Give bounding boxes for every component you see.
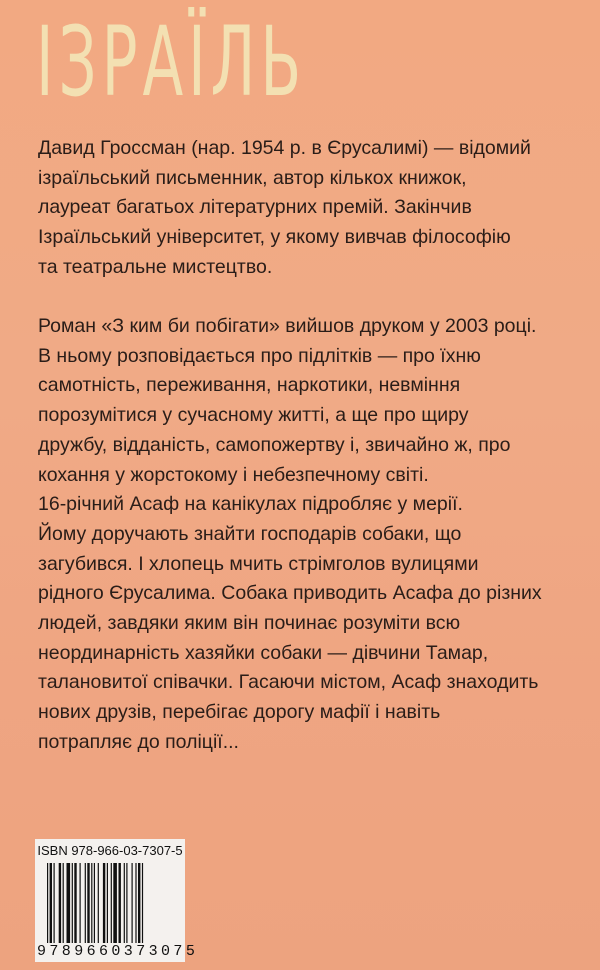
isbn-barcode <box>35 839 199 962</box>
text-line: рідного Єрусалима. Собака приводить Асафа до різних <box>38 582 542 605</box>
barcode-bar <box>119 863 121 943</box>
barcode-bar <box>103 863 105 943</box>
barcode-bar <box>94 863 95 943</box>
barcode-bar <box>126 863 127 943</box>
text-line: самотність, переживання, наркотики, невміння <box>38 374 461 397</box>
text-line: порозумітися у сучасному житті, а ще про щиру <box>38 404 469 427</box>
barcode-bar <box>54 863 55 943</box>
barcode-bar <box>111 863 112 943</box>
text-line: Ізраїльський університет, у якому вивчав філософію <box>38 226 511 249</box>
text-line: нових друзів, перебігає дорогу мафії і навіть <box>38 701 441 724</box>
barcode-bar <box>124 863 125 943</box>
barcode-bar <box>63 863 64 943</box>
text-line: загубився. І хлопець мчить стрімголов вулицями <box>38 552 479 575</box>
text-line: Давид Гроссман (нар. 1954 р. в Єрусалимі) — відомий <box>38 137 531 159</box>
barcode-bar <box>74 863 76 943</box>
barcode-bar <box>67 863 71 943</box>
text-line: потрапляє до поліції... <box>38 730 239 753</box>
barcode-bar <box>98 863 99 943</box>
author-bio <box>38 134 598 283</box>
text-line: та театральне мистецтво. <box>38 255 273 278</box>
text-line: неординарність хазяйки собаки — дівчини Тамар, <box>38 641 489 664</box>
text-line: 16-річний Асаф на канікулах підробляє у мерії. <box>38 493 463 516</box>
text-line: Йому доручають знайти господарів собаки, що <box>38 522 462 545</box>
text-line: дружбу, відданість, самопожертву і, звичайно ж, про <box>38 433 511 456</box>
barcode-bar <box>47 863 48 943</box>
series-title: ІЗРАЇЛЬ <box>36 6 307 118</box>
text-line: ізраїльський письменник, автор кількох книжок, <box>38 166 467 189</box>
text-line: лауреат багатьох літературних премій. Закінчив <box>38 196 472 219</box>
barcode-bar <box>85 863 86 943</box>
text-line: Роман «З ким би побігати» вийшов друком у 2003 році. <box>38 315 537 337</box>
barcode-bar <box>135 863 136 943</box>
barcode-bar <box>59 863 61 943</box>
barcode-bar <box>138 863 140 943</box>
barcode-bar <box>113 863 117 943</box>
text-line: талановитої співачки. Гасаючи містом, Асаф знаходить <box>38 671 539 694</box>
text-line: В ньому розповідається про підлітків — про їхню <box>38 344 481 367</box>
barcode-bar <box>80 863 81 943</box>
barcode-bar <box>91 863 92 943</box>
barcode-digits: 9789660373075 <box>37 943 199 960</box>
barcode-bar <box>107 863 108 943</box>
barcode-bar <box>132 863 133 943</box>
barcode-bar <box>142 863 143 943</box>
book-synopsis <box>38 312 598 758</box>
barcode-bar <box>87 863 89 943</box>
barcode-bar <box>50 863 52 943</box>
isbn-label: ISBN 978-966-03-7307-5 <box>37 843 183 858</box>
text-line: людей, завдяки яким він починає розуміти всю <box>38 612 461 635</box>
barcode-bar <box>72 863 73 943</box>
text-line: кохання у жорстокому і небезпечному світі. <box>38 463 429 486</box>
barcode-bars <box>47 863 173 943</box>
